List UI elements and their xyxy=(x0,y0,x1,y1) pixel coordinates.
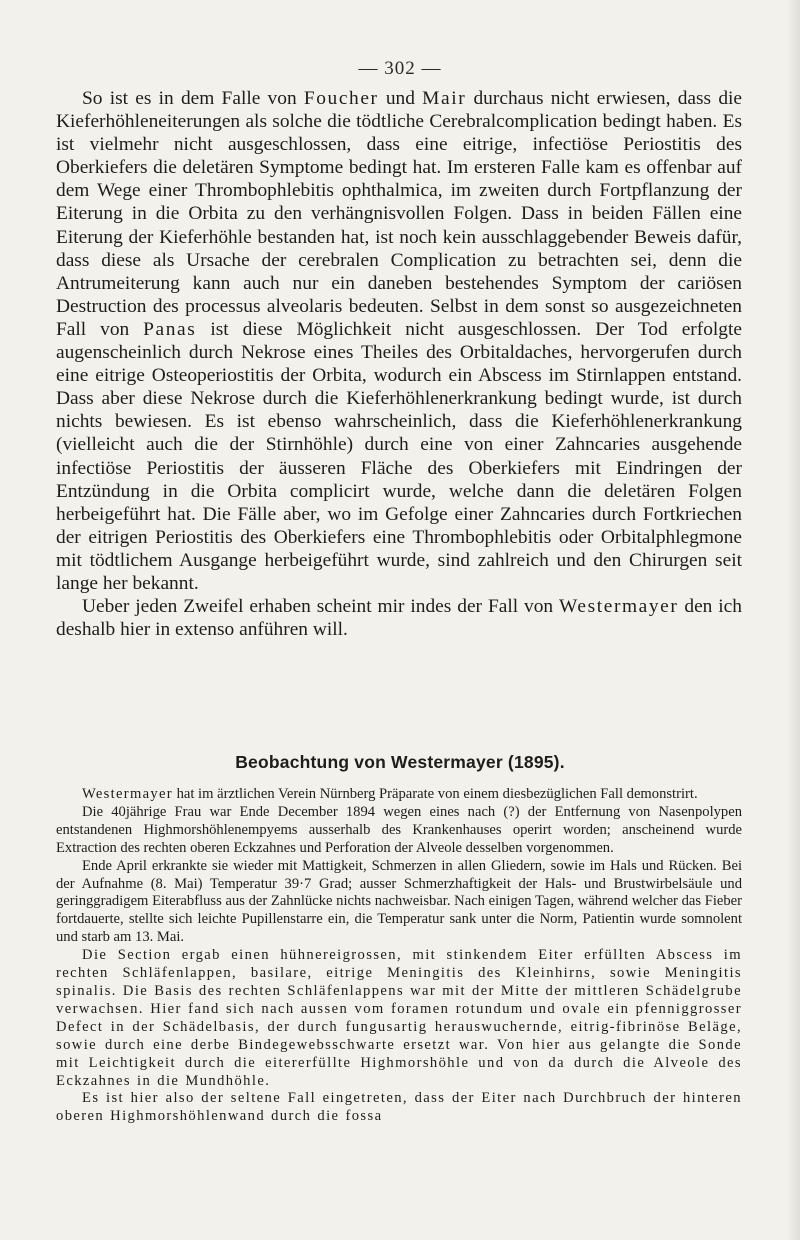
observation-paragraph-1-text: hat im ärztlichen Verein Nürnberg Präparate von einem diesbezüglichen Fall demonstrirt. xyxy=(172,786,698,802)
paragraph-2-text-a: Ueber jeden Zweifel erhaben scheint mir indes der Fall von xyxy=(82,596,560,618)
observation-paragraph-5: Es ist hier also der seltene Fall eingetreten, dass der Eiter nach Durchbruch der hinteren oberen Highmorshöhlenwand durch die fossa xyxy=(56,1090,742,1125)
paragraph-1 xyxy=(56,87,742,595)
page-edge-shadow xyxy=(786,0,800,1240)
observation-text xyxy=(56,786,742,1126)
paragraph-2-text-b: den ich deshalb hier in extenso anführen will. xyxy=(56,596,742,641)
page-number: — 302 — xyxy=(358,58,442,79)
main-text xyxy=(56,87,742,641)
paragraph-1-text-b: und xyxy=(378,88,423,109)
section-heading: Beobachtung von Westermayer (1895). xyxy=(235,752,565,772)
observation-paragraph-3: Ende April erkrankte sie wieder mit Mattigkeit, Schmerzen in allen Gliedern, sowie im Hals und Rücken. Bei der Aufnahme (8. Mai) Temperatur 39·7 Grad; ausser Schmerzhaftigkeit der Hals- und Brustwirbelsäule und geringgradigem Eiterabfluss aus der Zahnlücke nichts nachweisbar. Nach einigen Tagen, während welcher das Fieber fortdauerte, stellte sich leichte Pupillenstarre ein, die Temperatur sank unter die Norm, Patientin wurde somnolent und starb am 13. Mai. xyxy=(56,857,742,946)
paragraph-1-text-c: durchaus nicht erwiesen, dass die Kieferhöhleneiterungen als solche die tödtliche Cerebralcomplication bedingt haben. Es ist vielmehr nicht ausgeschlossen, dass eine eitrige, infectiöse Periostitis des Oberkiefers die deletären Symptome bedingt hat. Im ersteren Falle kam es offenbar auf dem Wege einer Thrombophlebitis ophthalmica, im zweiten durch Fortpflanzung der Eiterung in die Orbita zu den verhängnisvollen Folgen. Dass in beiden Fällen eine Eiterung der Kieferhöhle bestanden hat, ist noch kein ausschlaggebender Beweis dafür, dass diese als Ursache der cerebralen Complication zu betrachten sei, denn die Antrumeiterung kann auch nur ein daneben bestehendes Symptom der cariösen Destruction des processus alveolaris bedeuten. Selbst in dem sonst so ausgezeichneten Fall von xyxy=(56,88,743,340)
paragraph-2 xyxy=(56,595,742,641)
observation-paragraph-4: Die Section ergab einen hühnereigrossen, mit stinkendem Eiter erfüllten Abscess im rechten Schläfenlappen, basilare, eitrige Meningitis des Kleinhirns, sowie Meningitis spinalis. Die Basis des rechten Schläfenlappens war mit der Mitte der mittleren Schädelgrube verwachsen. Hier fand sich nach aussen vom foramen rotundum und ovale ein pfenniggrosser Defect in der Schädelbasis, der durch fungusartig herauswuchernde, eitrig-fibrinöse Beläge, sowie durch eine derbe Bindegewebsschwarte ersetzt war. Von hier aus gelangte die Sonde mit Leichtigkeit durch die eitererfüllte Highmorshöhle und von da durch die Alveole des Eckzahnes in die Mundhöhle. xyxy=(56,947,742,1089)
paragraph-1-text-d: ist diese Möglichkeit nicht ausgeschlossen. Der Tod erfolgte augenscheinlich durch Nekrose eines Theiles des Orbitaldaches, hervorgerufen durch eine eitrige Osteoperiostitis der Orbita, wodurch ein Abscess im Stirnlappen entstand. Dass aber diese Nekrose durch die Kieferhöhlenerkrankung bedingt wurde, ist durch nichts bewiesen. Es ist ebenso wahrscheinlich, dass die Kieferhöhlenerkrankung (vielleicht auch die der Stirnhöhle) durch eine von einer Zahncaries ausgehende infectiöse Periostitis der äusseren Fläche des Oberkiefers mit Eindringen der Entzündung in die Orbita complicirt wurde, welche dann die deletären Folgen herbeigeführt hat. Die Fälle aber, wo im Gefolge einer Zahncaries durch Fortkriechen der eitrigen Periostitis des Oberkiefers eine Thrombophlebitis oder Orbitalphlegmone mit tödtlichem Ausgange herbeigeführt wurde, sind zahlreich und den Chirurgen seit lange her bekannt. xyxy=(56,318,742,594)
observation-paragraph-2: Die 40jährige Frau war Ende December 1894 wegen eines nach (?) der Entfernung von Nasenpolypen entstandenen Highmorshöhlenempyems ausserhalb des Krankenhauses operirt worden; anscheinend wurde Extraction des rechten oberen Eckzahnes und Perforation der Alveole desselben vorgenommen. xyxy=(56,803,742,856)
author-name-foucher: Foucher xyxy=(303,88,379,109)
author-name-westermayer: Westermayer xyxy=(559,596,679,618)
paragraph-1-text-a: So ist es in dem Falle von xyxy=(82,88,304,109)
author-name-panas: Panas xyxy=(143,318,197,340)
author-name-mair: Mair xyxy=(422,88,467,109)
observation-paragraph-1 xyxy=(56,786,742,804)
observation-author-name: Westermayer xyxy=(82,786,173,802)
